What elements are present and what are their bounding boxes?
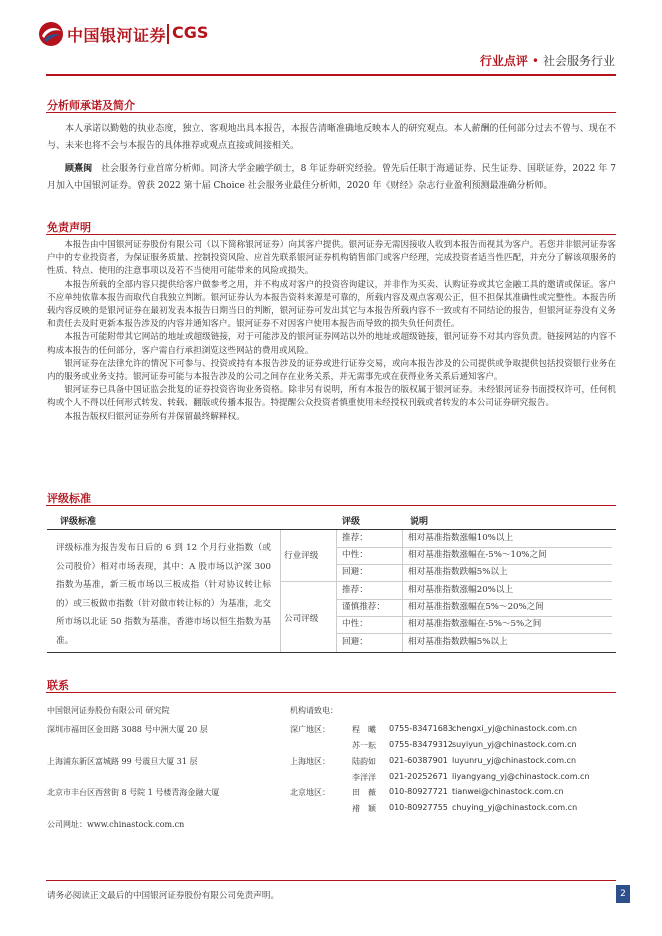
analyst-commitment: 本人承诺以勤勉的执业态度，独立、客观地出具本报告，本报告清晰准确地反映本人的研究观点。本人薪酬的任何部分过去不曾与、现在不与、未来也将不会与本报告的具体推荐或观点直接或间接相关。 bbox=[47, 124, 616, 151]
sales-phone: 0755-83471683 bbox=[389, 724, 453, 733]
disclaimer-paragraph: 本报告所载的全部内容只提供给客户做参考之用，并不构成对客户的投资咨询建议，并非作为买卖、认购证券或其它金融工具的邀请或保证。客户不应单纯依靠本报告而取代自我独立判断。银河证券认为本报告资料来源是可靠的，所载内容及观点客观公正，但不担保其准确性或完整性。本报告所载内容反映的是银河证券在最初发表本报告日期当日的判断，银河证券可发出其它与本报告所载内容不一致或有不同结论的报告，但银河证券没有义务和责任去及时更新本报告涉及的内容并通知客户。银河证券不对因客户使用本报告而导致的损失负任何责任。 bbox=[47, 279, 616, 330]
page-number: 2 bbox=[616, 885, 630, 903]
report-industry: 社会服务行业 bbox=[542, 54, 615, 68]
disclaimer-paragraph: 银河证券已具备中国证监会批复的证券投资咨询业务资格。除非另有说明，所有本报告的版权属于银河证券。未经银河证券书面授权许可，任何机构或个人不得以任何形式转发、转载、翻版或传播本报告。特提醒公众投资者慎重使用未经授权刊载或者转发的本公司证券研究报告。 bbox=[47, 385, 616, 409]
report-header-label bbox=[480, 52, 615, 69]
analyst-bio: 社会服务行业首席分析师。同济大学金融学硕士，8 年证券研究经验。曾先后任职于海通证券、民生证券、国联证券，2022 年 7 月加入中国银河证券。曾获 2022 第十届 Choice 社会服务业最佳分析师，2020 年《财经》杂志行业盈利预测最准确分析师。 bbox=[47, 164, 616, 191]
sales-phone: 010-80927721 bbox=[389, 787, 448, 796]
rating-value: 中性： bbox=[342, 550, 368, 560]
section-title-rating: 评级标准 bbox=[47, 492, 91, 505]
disclaimer-body bbox=[47, 239, 616, 424]
sales-name: 苏一耘 bbox=[352, 741, 376, 750]
header-dot: • bbox=[531, 54, 539, 68]
rating-desc: 相对基准指数跌幅5%以上 bbox=[408, 567, 508, 577]
rating-row bbox=[336, 599, 612, 616]
contact-address-beijing: 北京市丰台区西营街 8 号院 1 号楼青海金融大厦 bbox=[47, 788, 220, 797]
footer-rule bbox=[46, 880, 616, 881]
company-rating-label: 公司评级 bbox=[284, 614, 319, 624]
brand-divider bbox=[167, 24, 169, 44]
sales-email: tianwei@chinastock.com.cn bbox=[452, 787, 564, 796]
sales-name: 李洋洋 bbox=[352, 773, 376, 782]
footer-notice: 请务必阅读正文最后的中国银河证券股份有限公司免责声明。 bbox=[47, 891, 280, 901]
rating-desc: 相对基准指数涨幅20%以上 bbox=[408, 585, 514, 595]
rating-row bbox=[336, 616, 612, 633]
sales-phone: 0755-83479312 bbox=[389, 740, 453, 749]
rating-row bbox=[336, 530, 612, 547]
brand-name-en: CGS bbox=[172, 23, 209, 42]
sales-email: luyunru_yj@chinastock.com.cn bbox=[452, 756, 577, 765]
sales-email: suyiyun_yj@chinastock.com.cn bbox=[452, 740, 577, 749]
contact-address-shanghai: 上海浦东新区富城路 99 号震旦大厦 31 层 bbox=[47, 757, 198, 766]
sales-email: liyangyang_yj@chinastock.com.cn bbox=[452, 772, 590, 781]
sales-name: 陆韵如 bbox=[352, 757, 376, 766]
rating-desc: 相对基准指数跌幅5%以上 bbox=[408, 637, 508, 647]
col-rating: 评级 bbox=[342, 517, 361, 527]
sales-name: 田 薇 bbox=[352, 788, 376, 797]
section-title-contact: 联系 bbox=[47, 679, 69, 692]
sales-email: chengxi_yj@chinastock.com.cn bbox=[452, 724, 577, 733]
contact-company: 中国银河证券股份有限公司 研究院 bbox=[47, 706, 170, 715]
brand-name-cn: 中国银河证券 bbox=[67, 26, 167, 45]
rating-table-header bbox=[52, 514, 612, 528]
rating-desc: 相对基准指数涨幅在-5%～5%之间 bbox=[408, 619, 542, 629]
sales-phone: 021-60387901 bbox=[389, 756, 448, 765]
group-divider bbox=[280, 581, 336, 582]
header-rule bbox=[46, 74, 616, 76]
rating-value: 中性： bbox=[342, 619, 368, 629]
rating-desc: 相对基准指数涨幅10%以上 bbox=[408, 533, 514, 543]
rating-value: 回避： bbox=[342, 567, 368, 577]
report-type: 行业点评 bbox=[479, 54, 528, 68]
rating-value: 谨慎推荐： bbox=[342, 602, 385, 612]
section-rule-contact bbox=[46, 692, 616, 693]
section-rule-analyst bbox=[46, 112, 616, 113]
contact-website: 公司网址：www.chinastock.com.cn bbox=[47, 820, 185, 829]
section-title-disclaimer: 免责声明 bbox=[47, 221, 91, 234]
disclaimer-paragraph: 银河证券在法律允许的情况下可参与、投资或持有本报告涉及的证券或进行证券交易，或向本报告涉及的公司提供或争取提供包括投资银行业务在内的服务或业务支持。银河证券可能与本报告涉及的公司之间存在业务关系，并无需事先或在获得业务关系后通知客户。 bbox=[47, 358, 616, 383]
region-label: 深广地区： bbox=[290, 725, 330, 734]
disclaimer-paragraph: 本报告版权归银河证券所有并保留最终解释权。 bbox=[64, 411, 245, 422]
rating-desc: 相对基准指数涨幅在5%～20%之间 bbox=[408, 602, 544, 612]
rating-value: 推荐： bbox=[342, 533, 368, 543]
sales-email: chuying_yj@chinastock.com.cn bbox=[452, 803, 578, 812]
rating-desc: 相对基准指数涨幅在-5%～10%之间 bbox=[408, 550, 547, 560]
contact-address-shenzhen: 深圳市福田区金田路 3088 号中洲大厦 20 层 bbox=[47, 725, 208, 734]
section-title-analyst: 分析师承诺及简介 bbox=[47, 99, 135, 112]
region-label: 上海地区： bbox=[290, 757, 330, 766]
disclaimer-paragraph: 本报告由中国银河证券股份有限公司（以下简称银河证券）向其客户提供。银河证券无需因接收人收到本报告而视其为客户。若您并非银河证券客户中的专业投资者，为保证服务质量、控制投资风险、应首先联系银河证券机构销售部门或客户经理，完成投资者适当性匹配，并充分了解该项服务的性质、特点、使用的注意事项以及若不当使用可能带来的风险或损失。 bbox=[47, 240, 616, 277]
contact-sales-title: 机构请致电： bbox=[290, 706, 338, 715]
rating-row bbox=[336, 582, 612, 599]
sales-phone: 021-20252671 bbox=[389, 772, 448, 781]
region-label: 北京地区： bbox=[290, 788, 330, 797]
rating-row bbox=[336, 564, 612, 581]
section-rule-rating bbox=[46, 505, 616, 506]
sales-name: 程 曦 bbox=[352, 725, 376, 734]
section-rule-disclaimer bbox=[46, 234, 616, 235]
rating-row bbox=[336, 634, 612, 651]
sales-phone: 010-80927755 bbox=[389, 803, 448, 812]
disclaimer-paragraph: 本报告可能附带其它网站的地址或超级链接，对于可能涉及的银河证券网站以外的地址或超级链接，银河证券不对其内容负责。链接网站的内容不构成本报告的任何部分，客户需自行承担浏览这些网站的费用或风险。 bbox=[47, 332, 616, 356]
rating-value: 推荐： bbox=[342, 585, 368, 595]
table-rule-bottom bbox=[47, 652, 616, 653]
industry-rating-label: 行业评级 bbox=[284, 551, 319, 561]
rating-standard-text: 评级标准为报告发布日后的 6 到 12 个月行业指数（或公司股价）相对市场表现，其中：A 股市场以沪深 300 指数为基准，新三板市场以三板成指（针对协议转让标的）或三板做市指数（针对做市转让标的）为基准，北交所市场以北证 50 指数为基准，香港市场以恒生指数为基准。 bbox=[56, 543, 271, 646]
col-standard: 评级标准 bbox=[60, 517, 97, 527]
analyst-name: 顾熹闽 bbox=[65, 164, 93, 174]
analyst-bio-paragraph bbox=[47, 161, 616, 194]
rating-row bbox=[336, 547, 612, 564]
rating-value: 回避： bbox=[342, 637, 368, 647]
col-desc: 说明 bbox=[410, 517, 429, 527]
sales-name: 褚 颖 bbox=[352, 804, 376, 813]
table-divider bbox=[280, 530, 281, 652]
cgs-logo-icon bbox=[38, 21, 64, 47]
